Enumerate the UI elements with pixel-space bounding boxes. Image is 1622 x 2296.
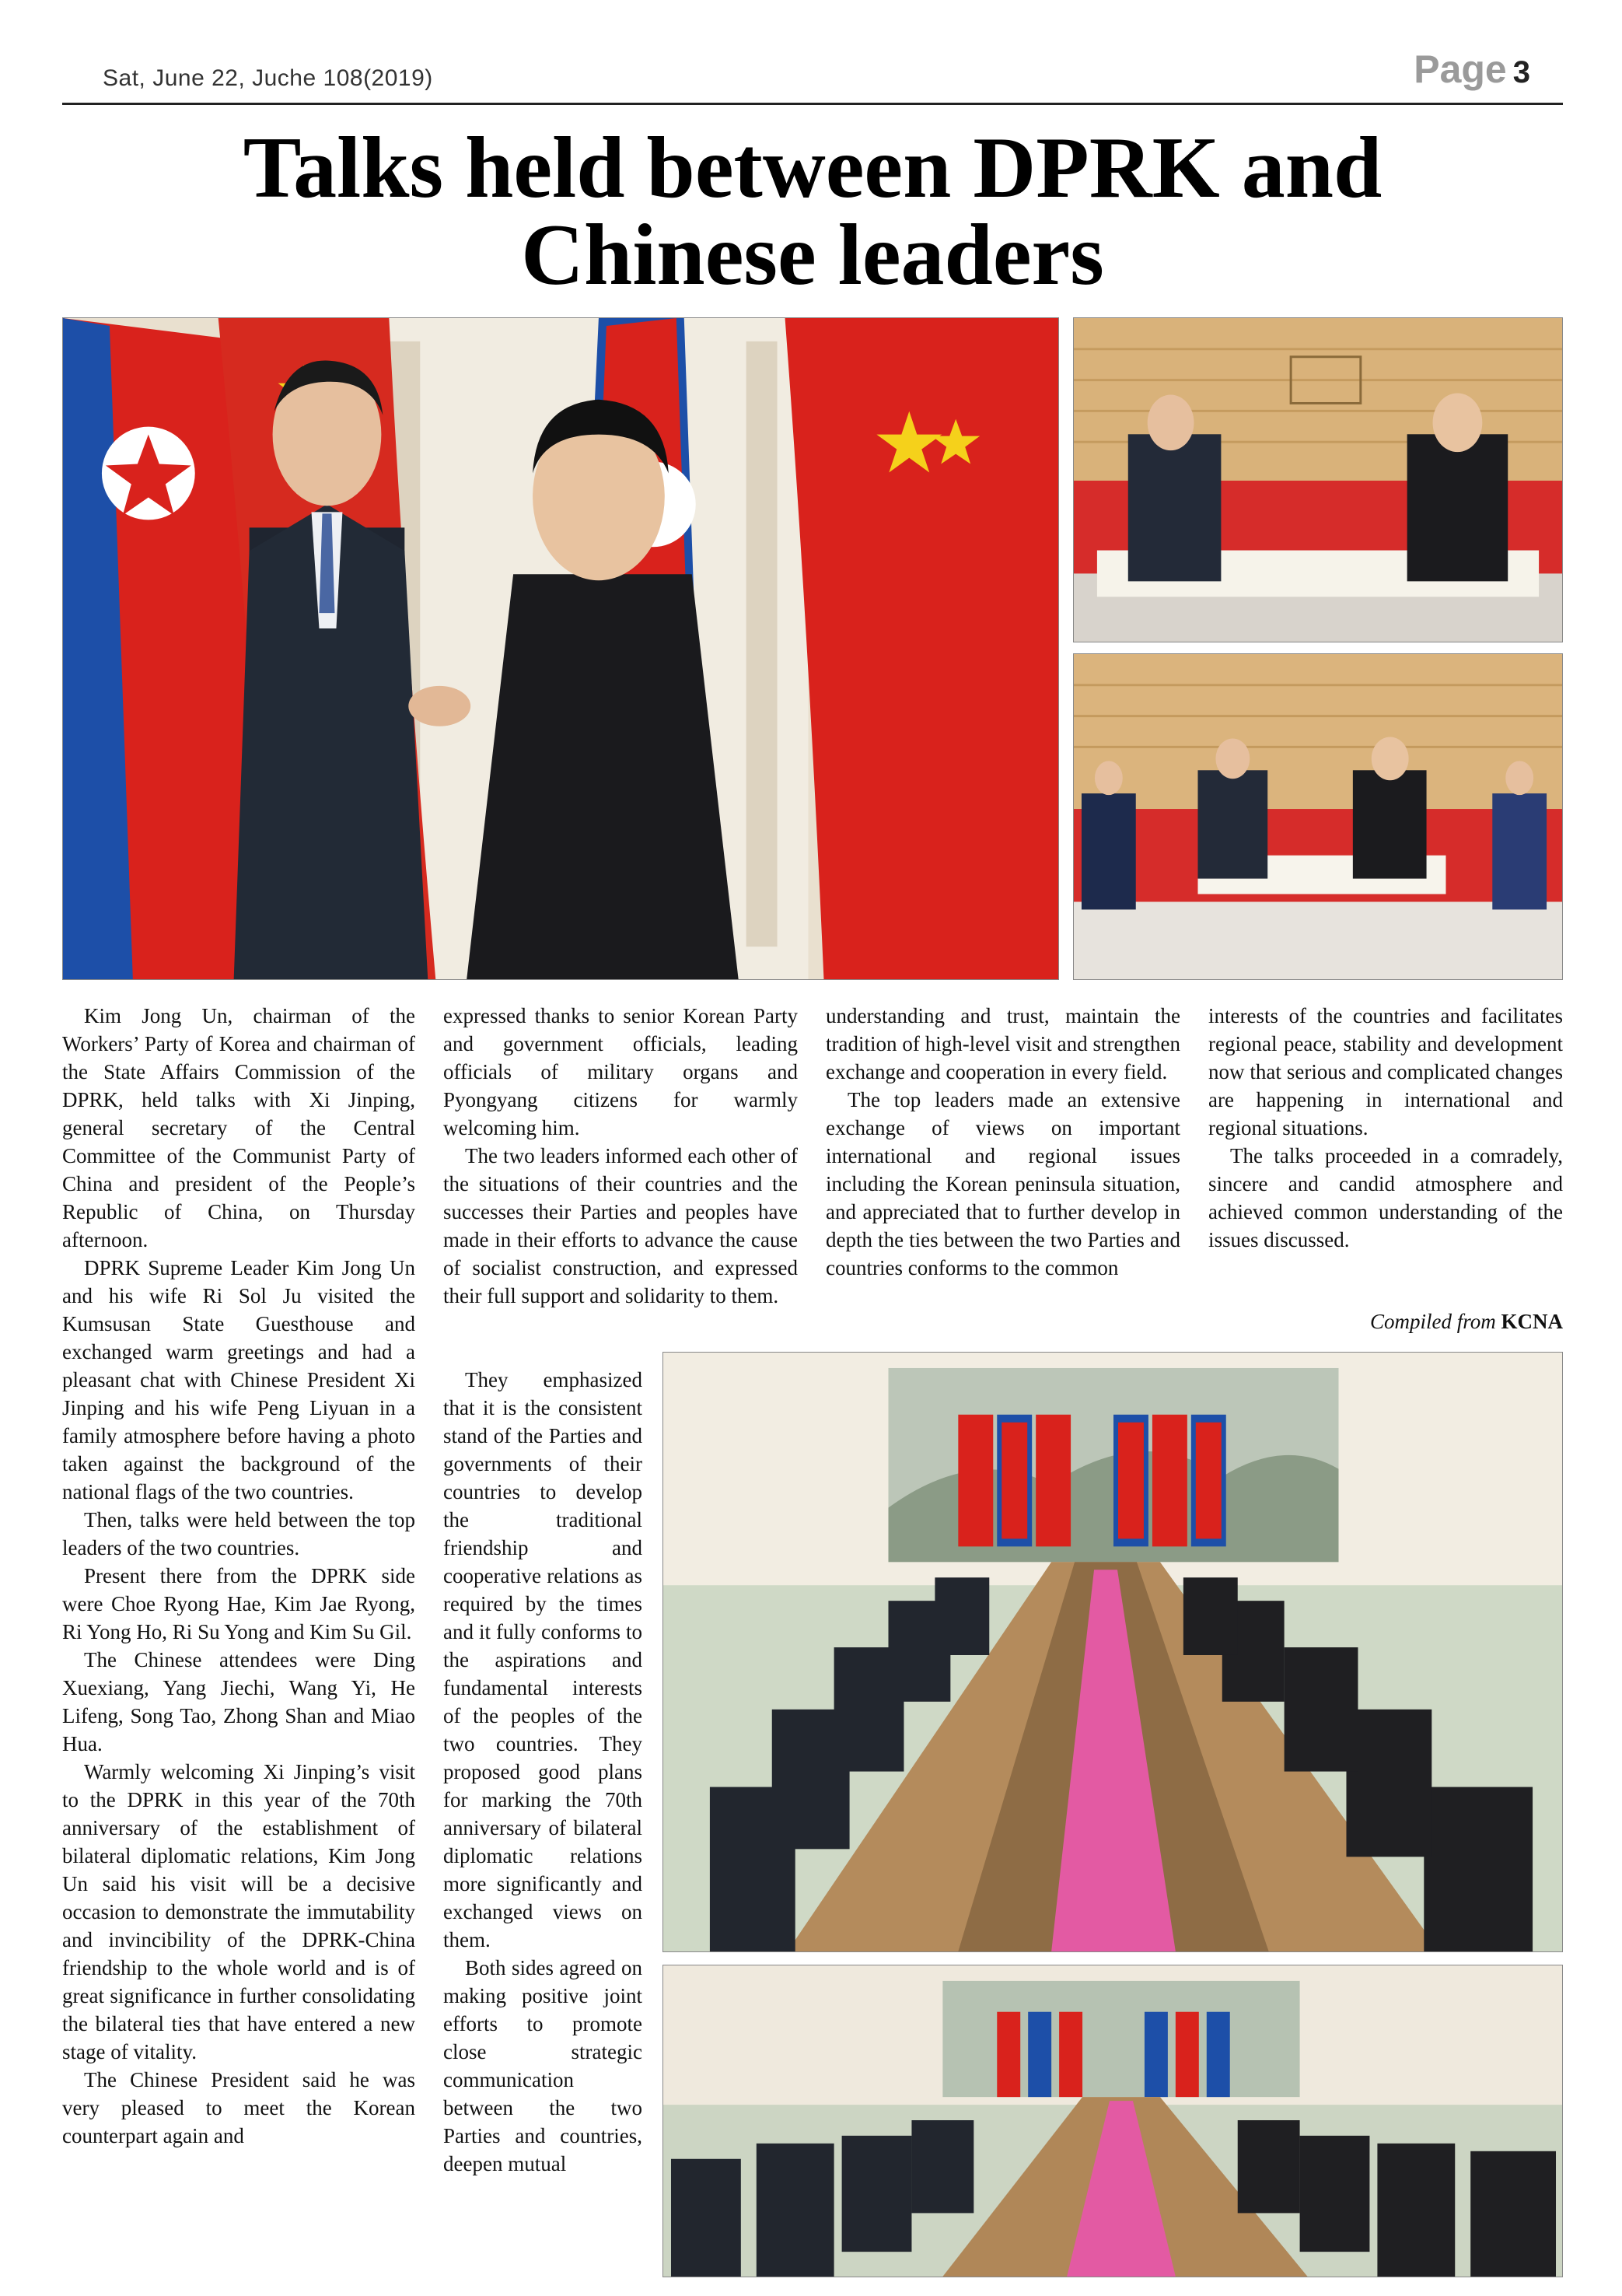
header-rule [62, 103, 1563, 105]
photo-handshake [62, 317, 1059, 980]
article-column-2-top [443, 1002, 798, 1310]
headline-line-2: Chinese leaders [521, 207, 1104, 303]
credit-source: KCNA [1501, 1310, 1563, 1333]
paragraph: Present there from the DPRK side were Choe Ryong Hae, Kim Jae Ryong, Ri Yong Ho, Ri Su Yong and Kim Su Gil. [62, 1564, 415, 1643]
paragraph: Kim Jong Un, chairman of the Workers’ Party of Korea and chairman of the State Affairs Commission of the DPRK, held talks with Xi Jinping, general secretary of the Central Committee of the Communist Party of China and president of the People’s Republic of China, on Thursday afternoon. [62, 1004, 415, 1251]
page-indicator [1414, 47, 1530, 92]
headline-line-1: Talks held between DPRK and [243, 120, 1383, 216]
paragraph: interests of the countries and facilitates regional peace, stability and development now that serious and complicated changes are happening in international and regional situations. [1208, 1004, 1563, 1139]
paragraph: The two leaders informed each other of the situations of their countries and the successes their Parties and peoples have made in their efforts to advance the cause of socialist construction, and expressed their full support and solidarity to them. [443, 1144, 798, 1307]
paragraph: understanding and trust, maintain the tradition of high-level visit and strengthen exchange and cooperation in every field. [826, 1004, 1180, 1083]
paragraph: The Chinese attendees were Ding Xuexiang, Yang Jiechi, Wang Yi, He Lifeng, Song Tao, Zhong Shan and Miao Hua. [62, 1648, 415, 1755]
paragraph: The top leaders made an extensive exchange of views on important international and regional issues including the Korean peninsula situation, and appreciated that to further develop in depth the ties between the two Parties and countries conforms to the common [826, 1088, 1180, 1279]
paragraph: Both sides agreed on making positive joint efforts to promote close strategic communication between the two Parties and countries, deepen mutual [443, 1956, 642, 2175]
headline [62, 120, 1563, 303]
article-column-3 [826, 1002, 1180, 1282]
paragraph: The talks proceeded in a comradely, sincere and candid atmosphere and achieved common understanding of the issues discussed. [1208, 1144, 1563, 1251]
credit-prefix: Compiled from [1370, 1310, 1496, 1333]
issue-date: Sat, June 22, Juche 108(2019) [103, 65, 433, 91]
paragraph: Warmly welcoming Xi Jinping’s visit to the DPRK in this year of the 70th anniversary of the establishment of bilateral diplomatic relations, Kim Jong Un said his visit will be a decisive occasion to demonstrate the immutability and invincibility of the DPRK-China friendship to the whole world and is of great significance in further consolidating the bilateral ties that have entered a new stage of vitality. [62, 1760, 415, 2063]
article-column-4 [1208, 1002, 1563, 1254]
paragraph: expressed thanks to senior Korean Party and government officials, leading officials of military organs and Pyongyang citizens for warmly welcoming him. [443, 1004, 798, 1139]
photo-sofa-four [1073, 653, 1563, 980]
article-column-2-narrow [443, 1366, 642, 2178]
photo-talks-close [662, 1965, 1563, 2277]
paragraph: The Chinese President said he was very pleased to meet the Korean counterpart again and [62, 2068, 415, 2147]
source-credit [1197, 1310, 1563, 1334]
page-label: Page [1414, 47, 1507, 91]
photo-talks-wide [662, 1352, 1563, 1952]
article-column-1 [62, 1002, 415, 2150]
photo-sofa-two [1073, 317, 1563, 642]
paragraph: Then, talks were held between the top leaders of the two countries. [62, 1508, 415, 1559]
page-number: 3 [1512, 55, 1530, 89]
paragraph: They emphasized that it is the consistent stand of the Parties and governments of their countries to develop the traditional friendship and cooperative relations as required by the times and it fully conforms to the aspirations and fundamental interests of the peoples of the two countries. They proposed good plans for marking the 70th anniversary of bilateral diplomatic relations more significantly and exchanged views on them. [443, 1368, 642, 1951]
paragraph: DPRK Supreme Leader Kim Jong Un and his wife Ri Sol Ju visited the Kumsusan State Guesthouse and exchanged warm greetings and had a pleasant chat with Chinese President Xi Jinping and his wife Peng Liyuan in a family atmosphere before having a photo taken against the background of the national flags of the two countries. [62, 1256, 415, 1503]
